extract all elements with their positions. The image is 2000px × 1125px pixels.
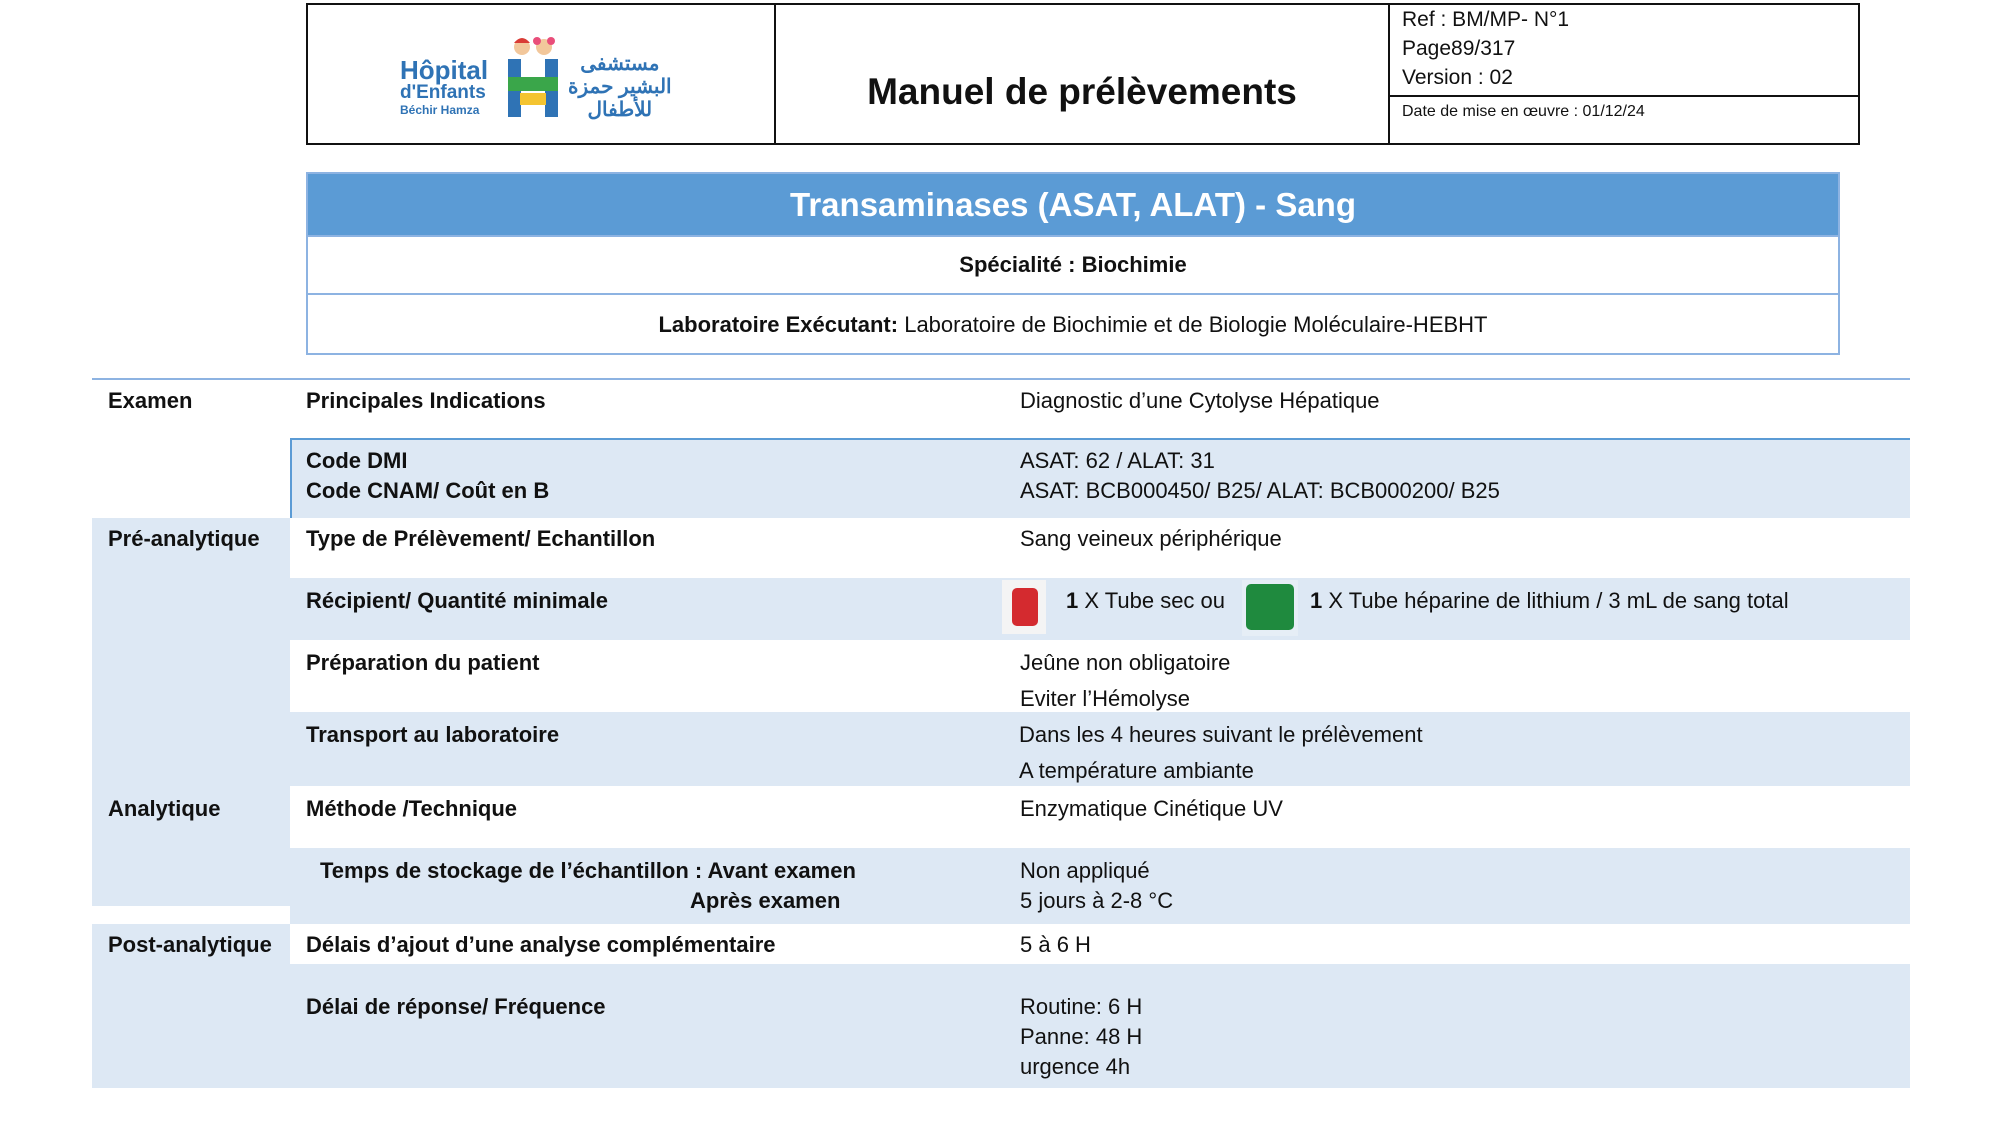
value-reponse-urgence: urgence 4h <box>1020 1054 1131 1079</box>
recipient-qty-2: 1 <box>1310 588 1323 613</box>
label-stockage-avant: Temps de stockage de l’échantillon : Avant examen <box>320 858 856 883</box>
section-band-preanalytique <box>92 518 290 906</box>
value-type-prelevement: Sang veineux périphérique <box>1020 526 1282 551</box>
section-examen: Examen <box>108 388 193 413</box>
recipient-tube-sec <box>1066 586 1225 616</box>
manual-title: Manuel de prélèvements <box>867 71 1297 112</box>
value-reponse-panne: Panne: 48 H <box>1020 1024 1143 1049</box>
analysis-table <box>92 378 1910 1090</box>
document-version: Version : 02 <box>1402 66 1513 89</box>
label-delai-reponse: Délai de réponse/ Fréquence <box>306 994 606 1019</box>
analysis-title-block <box>306 172 1840 355</box>
value-preparation-1: Jeûne non obligatoire <box>1020 650 1231 675</box>
label-delais-ajout: Délais d’ajout d’une analyse complémentaire <box>306 932 776 957</box>
document-header <box>306 3 1860 145</box>
document-meta <box>1390 5 1858 143</box>
recipient-text-1: X Tube sec ou <box>1078 588 1226 613</box>
value-stockage-apres: 5 jours à 2-8 °C <box>1020 888 1174 913</box>
value-preparation-2: Eviter l’Hémolyse <box>1020 686 1190 711</box>
hospital-logo <box>308 5 776 143</box>
value-delais-ajout: 5 à 6 H <box>1020 932 1091 957</box>
value-reponse-routine: Routine: 6 H <box>1020 994 1143 1019</box>
recipient-text-2: X Tube héparine de lithium / 3 mL de sang total <box>1322 588 1789 613</box>
label-indications: Principales Indications <box>306 388 546 413</box>
value-code-dmi: ASAT: 62 / ALAT: 31 <box>1020 448 1215 473</box>
hospital-logo-mark-icon <box>504 35 562 121</box>
speciality: Spécialité : Biochimie <box>308 235 1838 295</box>
table-top-rule <box>92 378 1910 380</box>
section-postanalytique: Post-analytique <box>108 932 272 957</box>
label-methode: Méthode /Technique <box>306 796 518 821</box>
logo-ar-line-1: مستشفى <box>580 53 660 75</box>
value-indications: Diagnostic d’une Cytolyse Hépatique <box>1020 388 1380 413</box>
analysis-title-bar <box>308 174 1838 235</box>
value-stockage-avant: Non appliqué <box>1020 858 1150 883</box>
lab-executant-value: Laboratoire de Biochimie et de Biologie Moléculaire-HEBHT <box>898 312 1488 337</box>
label-type-prelevement: Type de Prélèvement/ Echantillon <box>306 526 656 551</box>
value-code-cnam: ASAT: BCB000450/ B25/ ALAT: BCB000200/ B25 <box>1020 478 1500 503</box>
document-ref-block <box>1390 5 1858 97</box>
value-transport-1: Dans les 4 heures suivant le prélèvement <box>1019 722 1423 747</box>
value-methode: Enzymatique Cinétique UV <box>1020 796 1283 821</box>
logo-ar-line-3: للأطفال <box>587 99 653 121</box>
analysis-title: Transaminases (ASAT, ALAT) - Sang <box>790 186 1356 223</box>
label-code-dmi: Code DMI <box>306 448 408 473</box>
document-date: Date de mise en œuvre : 01/12/24 <box>1402 103 1645 120</box>
value-transport-2: A température ambiante <box>1019 758 1254 783</box>
logo-line-1: Hôpital <box>400 55 489 85</box>
label-stockage-apres: Après examen <box>690 888 841 913</box>
label-transport: Transport au laboratoire <box>306 722 560 747</box>
red-tube-icon <box>1012 588 1038 626</box>
manual-title-cell <box>776 5 1390 143</box>
green-tube-icon <box>1246 584 1294 630</box>
lab-executant-label: Laboratoire Exécutant: <box>658 312 899 337</box>
section-preanalytique: Pré-analytique <box>108 526 260 551</box>
lab-executant <box>308 295 1838 355</box>
logo-line-3: Béchir Hamza <box>400 103 480 117</box>
document-ref: Ref : BM/MP- N°1 <box>1402 8 1570 31</box>
document-page: Page89/317 <box>1402 37 1516 60</box>
recipient-tube-heparine <box>1310 586 1789 616</box>
logo-line-2: d'Enfants <box>400 82 486 103</box>
logo-arabic-text <box>568 53 672 122</box>
logo-french-text <box>400 57 488 117</box>
label-recipient: Récipient/ Quantité minimale <box>306 588 608 613</box>
label-code-cnam: Code CNAM/ Coût en B <box>306 478 550 503</box>
section-analytique: Analytique <box>108 796 221 821</box>
logo-ar-line-2: البشير حمزة <box>568 76 672 98</box>
label-preparation: Préparation du patient <box>306 650 540 675</box>
recipient-qty-1: 1 <box>1066 588 1079 613</box>
